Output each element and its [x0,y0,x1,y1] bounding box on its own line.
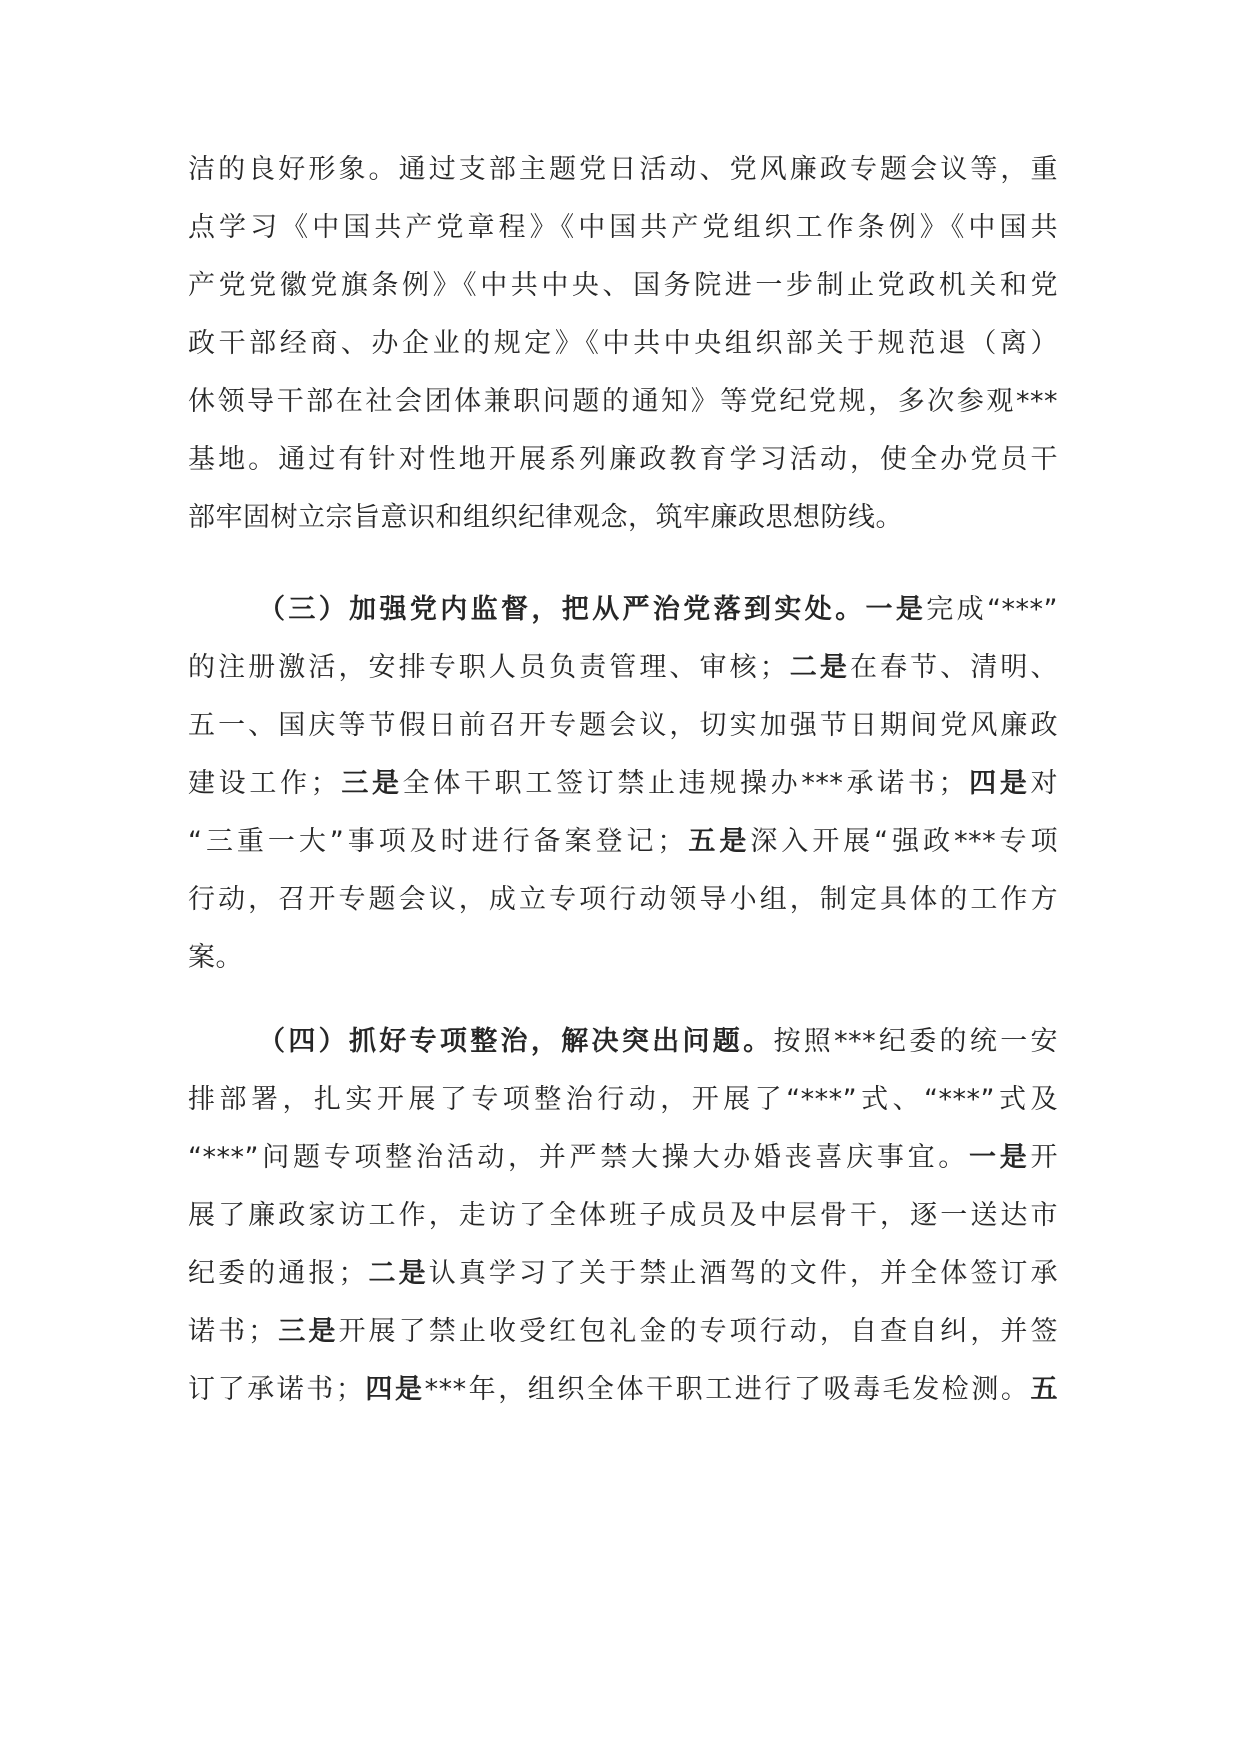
text-line [188,324,1058,364]
text-segment: 开 [1030,1142,1058,1173]
text-segment: 部牢固树立宗旨意识和组织纪律观念，筑牢廉政思想防线。 [188,502,903,533]
text-line [188,880,1058,920]
text-line [188,1196,1058,1236]
text-segment: ***年，组织全体干职工进行了吸毒毛发检测。 [424,1374,1031,1405]
text-line [188,764,1058,804]
text-line [188,1312,1058,1352]
bold-text-segment: 三是 [338,768,403,799]
bold-text-segment: 四是 [363,1374,425,1405]
text-segment: 建设工作； [188,768,339,799]
bold-text-segment: 三是 [275,1316,339,1347]
text-line [258,1022,1058,1062]
text-line [188,208,1058,248]
text-segment: “***”问题专项整治活动，并严禁大操大办婚丧喜庆事宜。 [188,1142,970,1173]
text-line [188,150,1058,190]
text-line [188,648,1058,688]
text-line [188,706,1058,746]
text-line [188,822,1058,862]
text-line [188,1080,1058,1120]
text-segment: 完成“***” [926,594,1058,625]
text-line [188,440,1058,480]
bold-text-segment: （三）加强党内监督，把从严治党落到实处。 [258,594,866,625]
bold-text-segment: 五 [1030,1374,1058,1405]
bold-text-segment: 一是 [865,594,927,625]
text-line [188,938,1058,978]
text-segment: 诺书； [188,1316,276,1347]
text-segment: 全体干职工签订禁止违规操办***承诺书； [402,768,967,799]
text-segment: 开展了禁止收受红包礼金的专项行动，自查自纠，并签 [338,1316,1058,1347]
text-segment: 展了廉政家访工作，走访了全体班子成员及中层骨干，逐一送达市 [188,1200,1058,1231]
text-segment: 在春节、清明、 [849,652,1058,683]
text-segment: 点学习《中国共产党章程》《中国共产党组织工作条例》《中国共 [188,212,1058,243]
bold-text-segment: 五是 [684,826,751,857]
text-segment: 案。 [188,942,243,973]
text-segment: 洁的良好形象。通过支部主题党日活动、党风廉政专题会议等，重 [188,154,1058,185]
text-segment: 产党党徽党旗条例》《中共中央、国务院进一步制止党政机关和党 [188,270,1058,301]
text-segment: 按照***纪委的统一安 [773,1026,1058,1057]
bold-text-segment: （四）抓好专项整治，解决突出问题。 [258,1026,774,1057]
text-line [188,1138,1058,1178]
text-segment: 深入开展“强政***专项 [750,826,1058,857]
text-segment: 纪委的通报； [188,1258,366,1289]
text-segment: 基地。通过有针对性地开展系列廉政教育学习活动，使全办党员干 [188,444,1058,475]
text-segment: “三重一大”事项及时进行备案登记； [188,826,685,857]
text-line [188,1254,1058,1294]
text-segment: 行动，召开专题会议，成立专项行动领导小组，制定具体的工作方 [188,884,1058,915]
text-line [188,382,1058,422]
bold-text-segment: 一是 [969,1142,1031,1173]
text-segment: 五一、国庆等节假日前召开专题会议，切实加强节日期间党风廉政 [188,710,1058,741]
text-line [188,498,1058,538]
bold-text-segment: 二是 [787,652,850,683]
text-segment: 的注册激活，安排专职人员负责管理、审核； [188,652,788,683]
text-line [188,266,1058,306]
text-segment: 政干部经商、办企业的规定》《中共中央组织部关于规范退（离） [188,328,1058,359]
text-segment: 排部署，扎实开展了专项整治行动，开展了“***”式、“***”式及 [188,1084,1058,1115]
text-segment: 订了承诺书； [188,1374,364,1405]
text-segment: 休领导干部在社会团体兼职问题的通知》等党纪党规，多次参观*** [188,386,1058,417]
bold-text-segment: 四是 [966,768,1031,799]
text-segment: 认真学习了关于禁止酒驾的文件，并全体签订承 [428,1258,1058,1289]
text-line [188,1370,1058,1410]
bold-text-segment: 二是 [365,1258,429,1289]
text-segment: 对 [1030,768,1058,799]
text-line [258,590,1058,630]
